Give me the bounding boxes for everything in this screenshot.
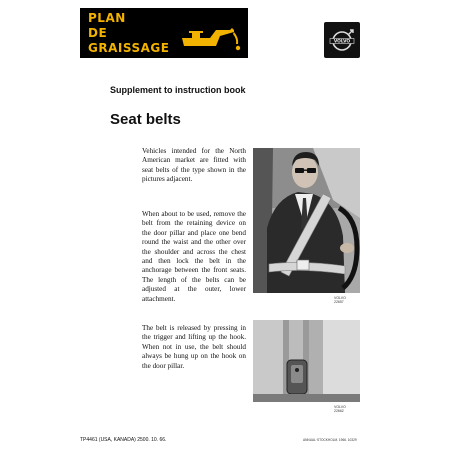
logo-line-2: DE (88, 26, 108, 40)
photo-1-caption-line-1: VOLVO (334, 296, 346, 300)
svg-text:VOLVO: VOLVO (333, 39, 351, 45)
supplement-heading: Supplement to instruction book (110, 85, 246, 95)
photo-2-caption-line-1: VOLVO (334, 405, 346, 409)
paragraph-1: Vehicles intended for the North American market are fitted with seat belts of the type shown in the pictures adjacent. (142, 147, 246, 184)
footer-printer: ANNUAL·STOCKHOLM. 1966. 10329 (303, 438, 357, 442)
page-title: Seat belts (110, 111, 181, 128)
paragraph-3: The belt is released by pressing in the trigger and lifting up the hook. When not in use, the belt should always be hung up on the hook on the door pillar. (142, 324, 246, 370)
oil-can-icon (176, 14, 244, 54)
photo-1-caption (334, 296, 346, 304)
logo-line-3: GRAISSAGE (88, 41, 170, 55)
seat-belt-photo-driver (253, 148, 360, 293)
plan-de-graissage-logo (80, 8, 248, 58)
photo-2-caption-line-2: 22662 (334, 409, 344, 413)
footer-print-code: TP4461 (USA, KANADA) 2500. 10. 66. (80, 437, 167, 443)
logo-line-1: PLAN (88, 11, 126, 25)
paragraph-2: When about to be used, remove the belt from the retaining device on the door pillar and place one bend round the waist and the other over the shoulder and across the chest and then lock the belt in the anchorage between the front seats. The length of the belts can be adjusted at the outer, lower attachment. (142, 210, 246, 303)
photo-2-caption (334, 405, 346, 413)
seat-belt-photo-hook (253, 320, 360, 402)
volvo-emblem (324, 22, 360, 58)
volvo-emblem-icon (324, 22, 360, 58)
photo-1-caption-line-2: 22657 (334, 300, 344, 304)
